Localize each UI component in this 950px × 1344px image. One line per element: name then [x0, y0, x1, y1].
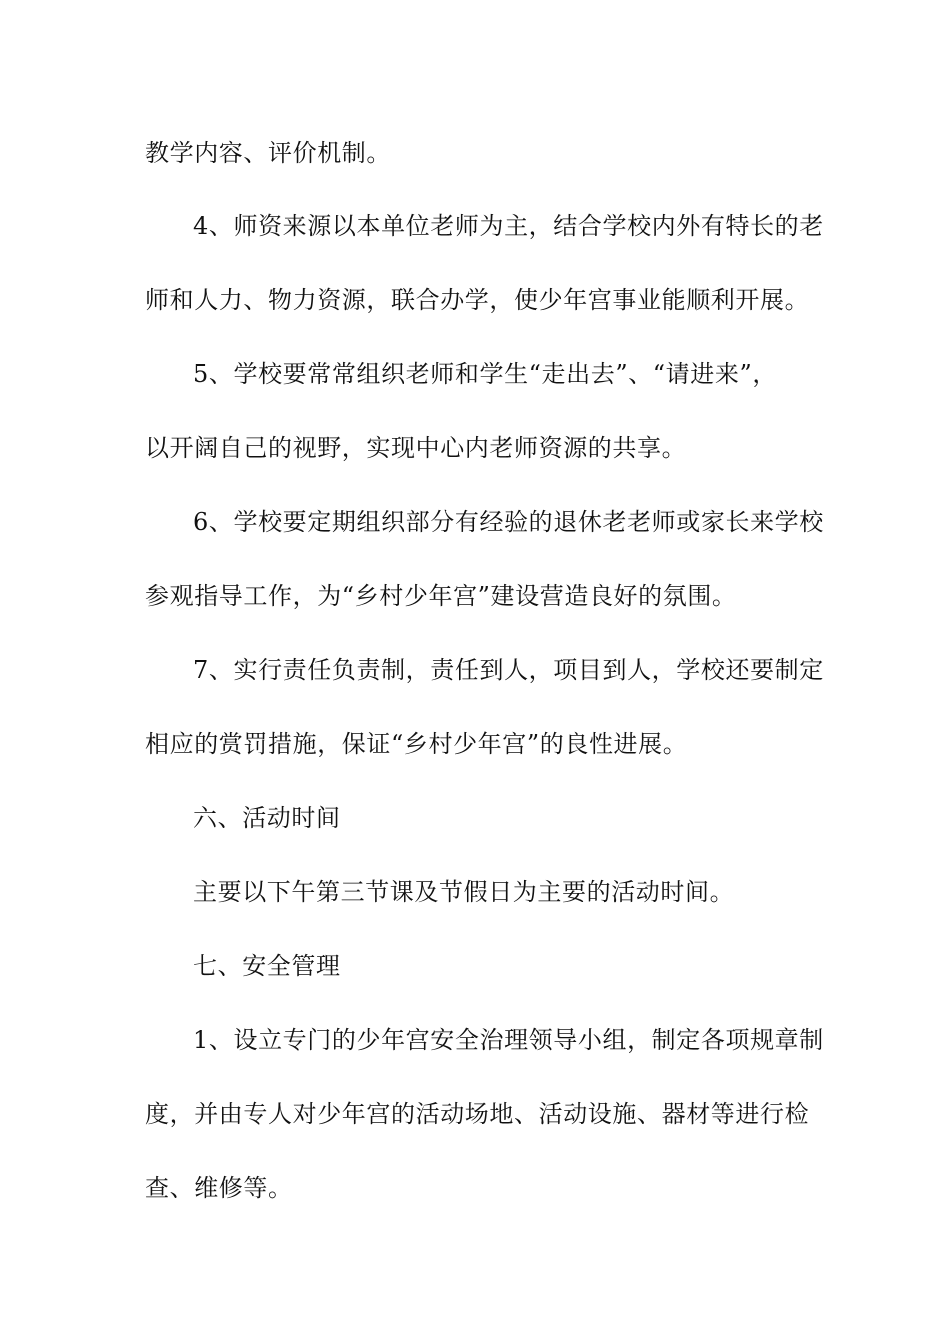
paragraph-line: 主要以下午第三节课及节假日为主要的活动时间。 [193, 878, 735, 906]
paragraph-line: 以开阔自己的视野，实现中心内老师资源的共享。 [145, 434, 687, 462]
paragraph-line: 4、师资来源以本单位老师为主，结合学校内外有特长的老 [193, 212, 824, 240]
paragraph-line: 1、设立专门的少年宫安全治理领导小组，制定各项规章制 [193, 1026, 824, 1054]
paragraph-line: 5、学校要常常组织老师和学生“走出去”、“请进来”， [193, 360, 777, 388]
paragraph-line: 度，并由专人对少年宫的活动场地、活动设施、器材等进行检 [145, 1100, 810, 1128]
section-heading: 六、活动时间 [193, 804, 341, 832]
paragraph-line: 7、实行责任负责制，责任到人，项目到人，学校还要制定 [193, 656, 824, 684]
section-heading: 七、安全管理 [193, 952, 341, 980]
paragraph-line: 相应的赏罚措施，保证“乡村少年宫”的良性进展。 [145, 730, 688, 758]
paragraph-line: 参观指导工作，为“乡村少年宫”建设营造良好的氛围。 [145, 582, 737, 610]
paragraph-line: 6、学校要定期组织部分有经验的退休老老师或家长来学校 [193, 508, 824, 536]
paragraph-line: 教学内容、评价机制。 [145, 139, 391, 167]
paragraph-line: 师和人力、物力资源，联合办学，使少年宫事业能顺利开展。 [145, 286, 810, 314]
paragraph-line: 查、维修等。 [145, 1174, 293, 1202]
